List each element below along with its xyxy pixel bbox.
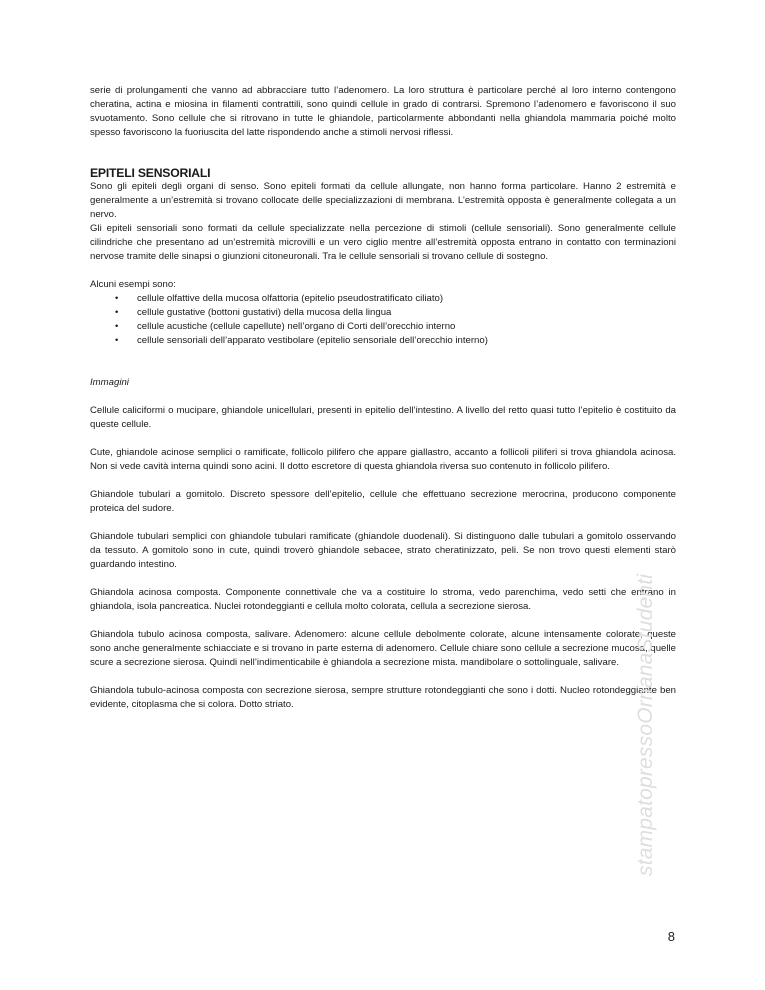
examples-intro: Alcuni esempi sono:	[90, 279, 176, 290]
section-heading: EPITELI SENSORIALI	[90, 166, 211, 180]
image-note: Ghiandole tubulari semplici con ghiandole tubulari ramificate (ghiandole duodenali). Si distinguono dalle tubulari a gomitolo osservando da tessuto. A gomitolo sono in cute, quindi troverò ghiandole sebacee, strato cheratinizzato, peli. Se non trovo questi elementi starò guardando intestino.	[90, 531, 676, 570]
examples-list	[90, 292, 676, 348]
section-paragraph: Sono gli epiteli degli organi di senso. Sono epiteli formati da cellule allungate, non hanno forma particolare. Hanno 2 estremità e generalmente a un’estremità si trovano collocate delle specializzazioni di membrana. L’estremità opposta è generalmente collegata a un nervo.	[90, 181, 676, 220]
image-note: Ghiandola acinosa composta. Componente connettivale che va a costituire lo stroma, vedo parenchima, vedo setti che entrano in ghiandola, isola pancreatica. Nuclei rotondeggianti e cellula molto colorata, cellula a secrezione sierosa.	[90, 587, 676, 612]
list-item: • cellule sensoriali dell’apparato vestibolare (epitelio sensoriale dell’orecchio interno)	[90, 334, 676, 348]
image-note: Cellule caliciformi o mucipare, ghiandole unicellulari, presenti in epitelio dell’intestino. A livello del retto quasi tutto l’epitelio è costituito da queste cellule.	[90, 405, 676, 430]
watermark: stampatopressoOrnanaStudenti	[634, 573, 657, 876]
document-body	[90, 84, 676, 712]
intro-paragraph: serie di prolungamenti che vanno ad abbracciare tutto l’adenomero. La loro struttura è particolare perché al loro interno contengono cheratina, actina e miosina in filamenti contrattili, sono quindi cellule in grado di contrarsi. Spremono l’adenomero e favoriscono il suo svuotamento. Sono cellule che si ritrovano in tutte le ghiandole, particolarmente abbondanti nella ghiandola mammaria poiché molto spesso favoriscono la fuoriuscita del latte rispondendo anche a stimoli nervosi riflessi.	[90, 85, 676, 138]
image-note: Ghiandola tubulo acinosa composta, salivare. Adenomero: alcune cellule debolmente colorate, alcune intensamente colorate, queste sono anche generalmente schiacciate e si trovano in parte esterna di adenomero. Cellule chiare sono cellule a secrezione mucosa, quelle scure a secrezione sierosa. Quindi nell’indimenticabile è ghiandola a secrezione mista. mandibolare o sottolinguale, salivare.	[90, 629, 676, 668]
images-label: Immagini	[90, 377, 129, 388]
image-note: Cute, ghiandole acinose semplici o ramificate, follicolo pilifero che appare giallastro, accanto a follicoli piliferi si trova ghiandola acinosa. Non si vede cavità interna quindi sono acini. Il dotto escretore di questa ghiandola riversa suo contenuto in follicolo pilifero.	[90, 447, 676, 472]
list-item: • cellule gustative (bottoni gustativi) della mucosa della lingua	[90, 306, 676, 320]
image-note: Ghiandole tubulari a gomitolo. Discreto spessore dell’epitelio, cellule che effettuano secrezione merocrina, producono componente proteica del sudore.	[90, 489, 676, 514]
image-note: Ghiandola tubulo-acinosa composta con secrezione sierosa, sempre strutture rotondeggianti che sono i dotti. Nucleo rotondeggiante ben evidente, citoplasma che si colora. Dotto striato.	[90, 685, 676, 710]
list-item: • cellule olfattive della mucosa olfattoria (epitelio pseudostratificato ciliato)	[90, 292, 676, 306]
section-paragraph: Gli epiteli sensoriali sono formati da cellule specializzate nella percezione di stimoli (cellule sensoriali). Sono generalmente cellule cilindriche che presentano ad un’estremità microvilli e un vero ciglio mentre all’estremità opposta entrano in contatto con terminazioni nervose tramite delle sinapsi o giunzioni citoneuronali. Tra le cellule sensoriali si trovano cellule di sostegno.	[90, 223, 676, 262]
page-number: 8	[667, 929, 675, 944]
list-item: • cellule acustiche (cellule capellute) nell’organo di Corti dell’orecchio interno	[90, 320, 676, 334]
